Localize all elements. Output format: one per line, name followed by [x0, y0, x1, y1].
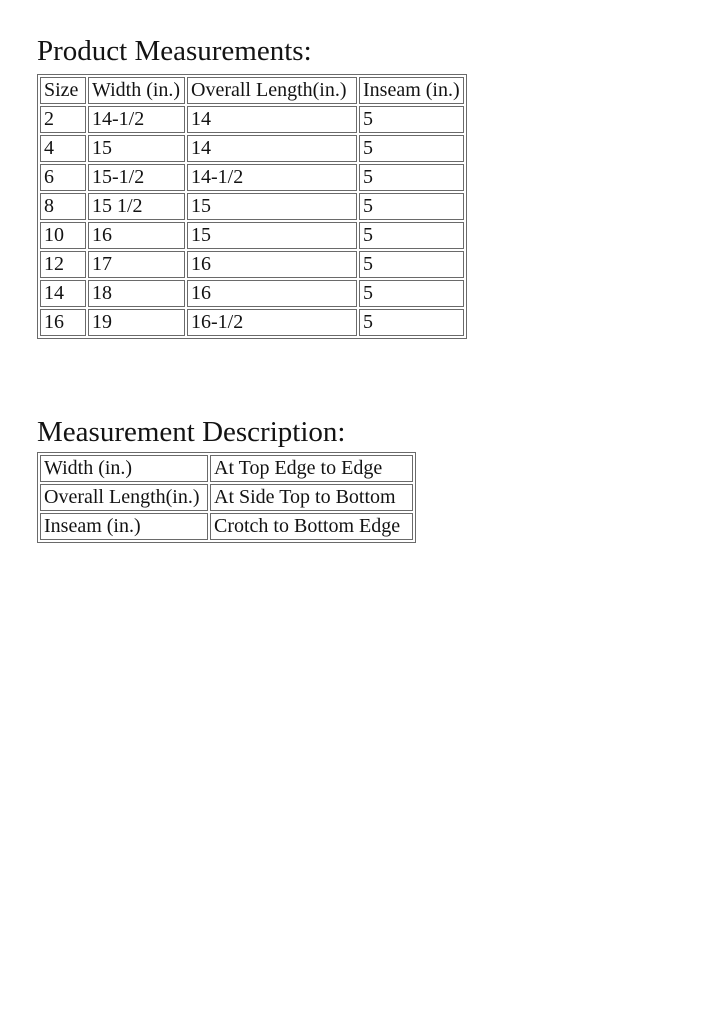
data-cell: Overall Length(in.): [40, 484, 208, 511]
product-table-header-row: [40, 77, 464, 104]
product-table-body: [40, 106, 464, 336]
data-cell: 5: [359, 193, 464, 220]
data-cell: 18: [88, 280, 185, 307]
table-row: [40, 222, 464, 249]
data-cell: 14: [187, 135, 357, 162]
table-row: [40, 135, 464, 162]
data-cell: Crotch to Bottom Edge: [210, 513, 413, 540]
table-row: [40, 280, 464, 307]
data-cell: 5: [359, 106, 464, 133]
data-cell: 5: [359, 309, 464, 336]
data-cell: 6: [40, 164, 86, 191]
table-row: [40, 513, 413, 540]
data-cell: 12: [40, 251, 86, 278]
header-cell: Inseam (in.): [359, 77, 464, 104]
data-cell: Width (in.): [40, 455, 208, 482]
data-cell: 17: [88, 251, 185, 278]
data-cell: At Side Top to Bottom: [210, 484, 413, 511]
data-cell: 16: [40, 309, 86, 336]
data-cell: 4: [40, 135, 86, 162]
data-cell: 19: [88, 309, 185, 336]
data-cell: 5: [359, 280, 464, 307]
header-cell: Width (in.): [88, 77, 185, 104]
data-cell: 5: [359, 164, 464, 191]
data-cell: 15: [187, 193, 357, 220]
data-cell: 10: [40, 222, 86, 249]
table-row: [40, 193, 464, 220]
data-cell: 16: [187, 280, 357, 307]
data-cell: 16: [187, 251, 357, 278]
data-cell: 14-1/2: [88, 106, 185, 133]
measurement-description-title: Measurement Description:: [37, 416, 346, 448]
data-cell: 15: [88, 135, 185, 162]
description-table-body: [40, 455, 413, 540]
data-cell: 5: [359, 222, 464, 249]
measurement-description-table: [37, 452, 416, 543]
data-cell: At Top Edge to Edge: [210, 455, 413, 482]
data-cell: 14: [40, 280, 86, 307]
table-row: [40, 309, 464, 336]
header-cell: Overall Length(in.): [187, 77, 357, 104]
table-row: [40, 106, 464, 133]
data-cell: 16-1/2: [187, 309, 357, 336]
product-measurements-title: Product Measurements:: [37, 35, 312, 67]
data-cell: 16: [88, 222, 185, 249]
table-row: [40, 164, 464, 191]
data-cell: 15-1/2: [88, 164, 185, 191]
data-cell: 14: [187, 106, 357, 133]
table-row: [40, 484, 413, 511]
data-cell: 8: [40, 193, 86, 220]
data-cell: Inseam (in.): [40, 513, 208, 540]
table-row: [40, 455, 413, 482]
data-cell: 5: [359, 135, 464, 162]
header-cell: Size: [40, 77, 86, 104]
data-cell: 15: [187, 222, 357, 249]
product-measurements-table: [37, 74, 467, 339]
data-cell: 14-1/2: [187, 164, 357, 191]
data-cell: 5: [359, 251, 464, 278]
table-row: [40, 251, 464, 278]
data-cell: 15 1/2: [88, 193, 185, 220]
data-cell: 2: [40, 106, 86, 133]
